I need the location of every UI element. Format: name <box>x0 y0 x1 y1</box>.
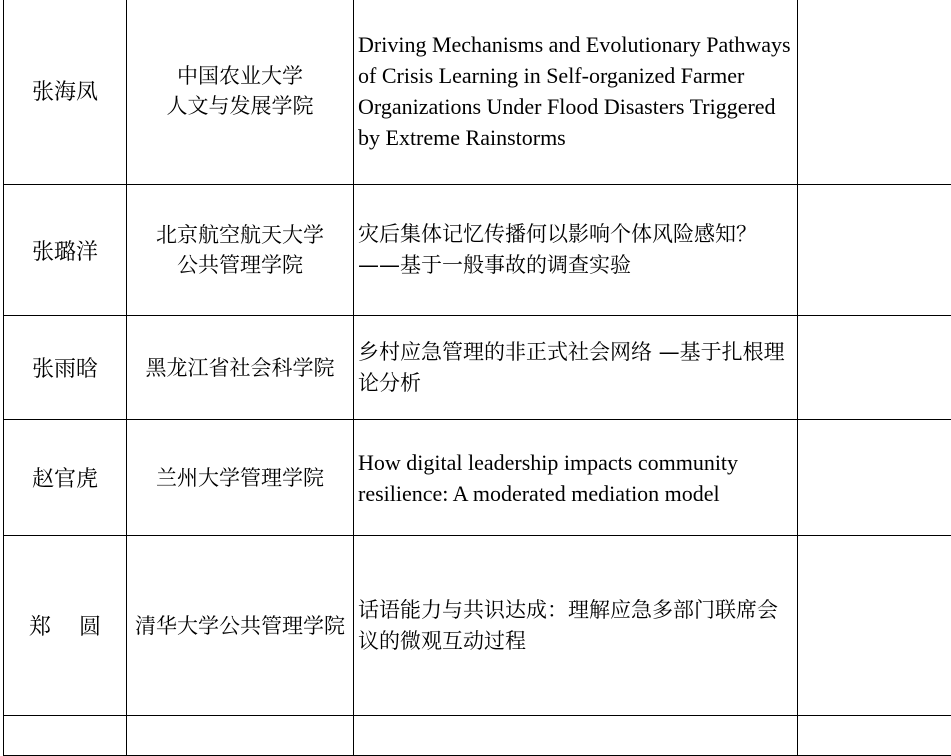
name-cell <box>4 0 127 185</box>
title-cell <box>354 716 798 756</box>
name-cell <box>4 716 127 756</box>
paper-title: Driving Mechanisms and Evolutionary Pathways of Crisis Learning in Self-organized Farmer Organizations Under Flood Disasters Triggered by Extreme Rainstorms <box>358 32 791 150</box>
institution-text: 中国农业大学 人文与发展学院 <box>167 61 314 121</box>
title-cell <box>354 0 798 185</box>
institution-cell <box>127 0 354 185</box>
empty-cell <box>798 420 951 536</box>
participant-name: 赵官虎 <box>32 467 98 492</box>
institution-text: 兰州大学管理学院 <box>156 466 324 490</box>
institution-cell <box>127 316 354 420</box>
institution-cell <box>127 716 354 756</box>
table-row <box>4 185 951 316</box>
institution-cell <box>127 185 354 316</box>
participant-name: 张璐洋 <box>32 240 98 265</box>
table-row <box>4 420 951 536</box>
paper-title: How digital leadership impacts community resilience: A moderated mediation model <box>358 450 738 506</box>
name-cell <box>4 420 127 536</box>
paper-title: 灾后集体记忆传播何以影响个体风险感知？——基于一般事故的调查实验 <box>358 222 757 277</box>
table-row <box>4 536 951 716</box>
table-row <box>4 716 951 756</box>
participant-name: 张海凤 <box>32 80 98 105</box>
participant-name: 张雨晗 <box>32 357 98 382</box>
institution-text: 清华大学公共管理学院 <box>135 614 345 638</box>
participant-name-first: 郑 <box>29 615 51 640</box>
empty-cell <box>798 716 951 756</box>
empty-cell <box>798 536 951 716</box>
empty-cell <box>798 185 951 316</box>
name-cell <box>4 185 127 316</box>
table-row <box>4 0 951 185</box>
title-cell <box>354 420 798 536</box>
institution-cell <box>127 420 354 536</box>
paper-title: 乡村应急管理的非正式社会网络 —基于扎根理论分析 <box>358 340 785 395</box>
table-row <box>4 316 951 420</box>
title-cell <box>354 185 798 316</box>
title-cell <box>354 316 798 420</box>
institution-text: 黑龙江省社会科学院 <box>146 356 335 380</box>
empty-cell <box>798 316 951 420</box>
participants-table <box>3 0 951 756</box>
empty-cell <box>798 0 951 185</box>
participant-name-last: 圆 <box>79 615 101 640</box>
title-cell <box>354 536 798 716</box>
name-cell <box>4 536 127 716</box>
paper-title: 话语能力与共识达成：理解应急多部门联席会议的微观互动过程 <box>358 598 778 653</box>
institution-cell <box>127 536 354 716</box>
name-cell <box>4 316 127 420</box>
institution-text: 北京航空航天大学 公共管理学院 <box>156 220 324 280</box>
